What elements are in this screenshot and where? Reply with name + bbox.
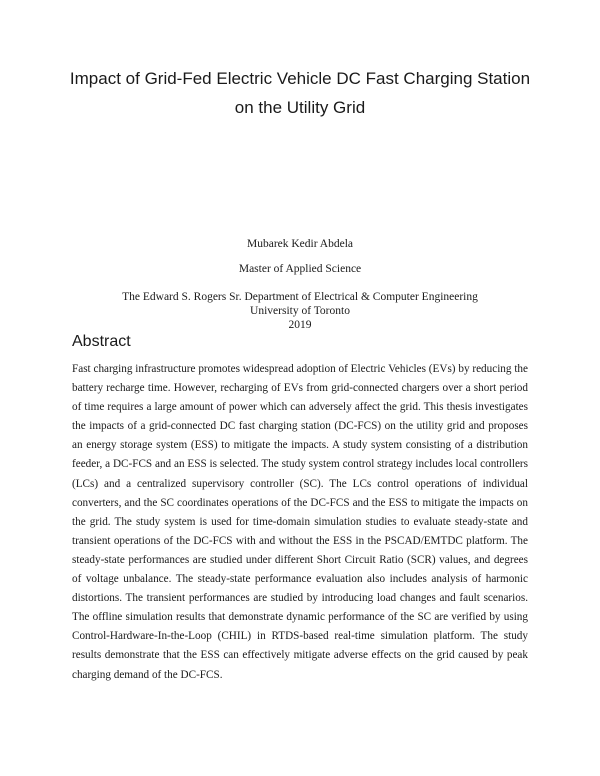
year: 2019 — [288, 319, 312, 331]
document-title: Impact of Grid-Fed Electric Vehicle DC Fast Charging Station on the Utility Grid — [69, 69, 531, 117]
degree-name: Master of Applied Science — [238, 263, 362, 275]
department-name: The Edward S. Rogers Sr. Department of Electrical & Computer Engineering — [122, 291, 478, 303]
abstract-text: Fast charging infrastructure promotes widespread adoption of Electric Vehicles (EVs) by reducing the battery recharge time. However, recharging of EVs from grid-connected chargers over a short period of time requires a large amount of power which can adversely affect the grid. This thesis investigates the impacts of a grid-connected DC fast charging station (DC-FCS) on the utility grid and proposes an energy storage system (ESS) to mitigate the impacts. A study system consisting of a distribution feeder, a DC-FCS and an ESS is selected. The study system control strategy includes local controllers (LCs) and a centralized supervisory controller (SC). The LCs control operations of individual converters, and the SC coordinates operations of the DC-FCS and the ESS to mitigate the impacts on the grid. The study system is used for time-domain simulation studies to evaluate steady-state and transient operations of the DC-FCS with and without the ESS in the PSCAD/EMTDC platform. The steady-state performances are studied under different Short Circuit Ratio (SCR) values, and degrees of voltage unbalance. The steady-state performance evaluation also includes analysis of harmonic distortions. The transient performances are studied by introducing load changes and fault scenarios. The offline simulation results that demonstrate dynamic performance of the SC are verified by using Control-Hardware-In-the-Loop (CHIL) in RTDS-based real-time simulation platform. The study results demonstrate that the ESS can effectively mitigate adverse effects on the grid caused by peak charging demand of the DC-FCS. — [72, 363, 528, 681]
abstract-heading: Abstract — [72, 333, 131, 350]
author-name: Mubarek Kedir Abdela — [246, 238, 354, 250]
university-name: University of Toronto — [250, 305, 350, 317]
